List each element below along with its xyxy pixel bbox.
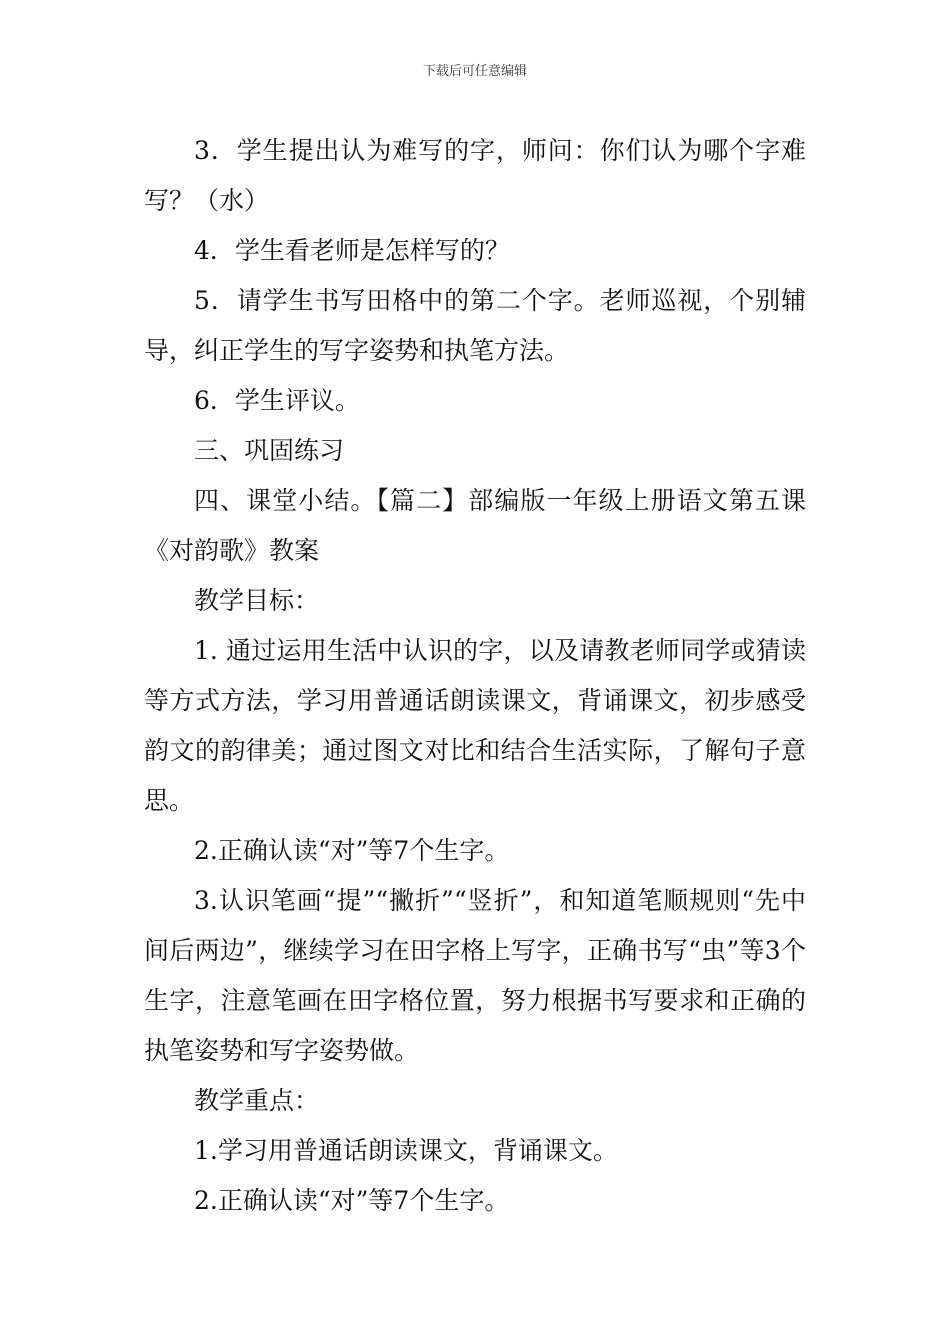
page-header: 下载后可任意编辑	[422, 64, 527, 79]
paragraph-step-4: 4．学生看老师是怎样写的？	[194, 236, 510, 265]
focus-item-2: 2.正确认读“对”等7个生字。	[194, 1186, 510, 1215]
goal-item-2: 2.正确认读“对”等7个生字。	[194, 836, 510, 865]
focus-item-1: 1.学习用普通话朗读课文，背诵课文。	[194, 1136, 618, 1165]
paragraph-step-3: 3．学生提出认为难写的字，师问：你们认为哪个字难写？（水）	[144, 136, 806, 215]
goal-item-1: 1. 通过运用生活中认识的字，以及请教老师同学或猜读等方式方法，学习用普通话朗读课文，背诵课文，初步感受韵文的韵律美；通过图文对比和结合生活实际，了解句子意思。	[144, 636, 806, 815]
heading-teaching-focus: 教学重点：	[194, 1086, 320, 1115]
goal-item-3: 3.认识笔画“提”“撇折”“竖折”，和知道笔顺规则“先中间后两边”，继续学习在田字格上写字，正确书写“虫”等3个生字，注意笔画在田字格位置，努力根据书写要求和正确的执笔姿势和写字姿势做。	[144, 886, 806, 1065]
section-heading-summary: 四、课堂小结。【篇二】部编版一年级上册语文第五课《对韵歌》教案	[144, 486, 806, 565]
heading-teaching-goals: 教学目标：	[194, 586, 320, 615]
section-heading-practice: 三、巩固练习	[194, 436, 345, 465]
paragraph-step-6: 6．学生评议。	[194, 386, 360, 415]
document-body	[144, 126, 806, 1226]
paragraph-step-5: 5．请学生书写田格中的第二个字。老师巡视，个别辅导，纠正学生的写字姿势和执笔方法。	[144, 286, 806, 365]
